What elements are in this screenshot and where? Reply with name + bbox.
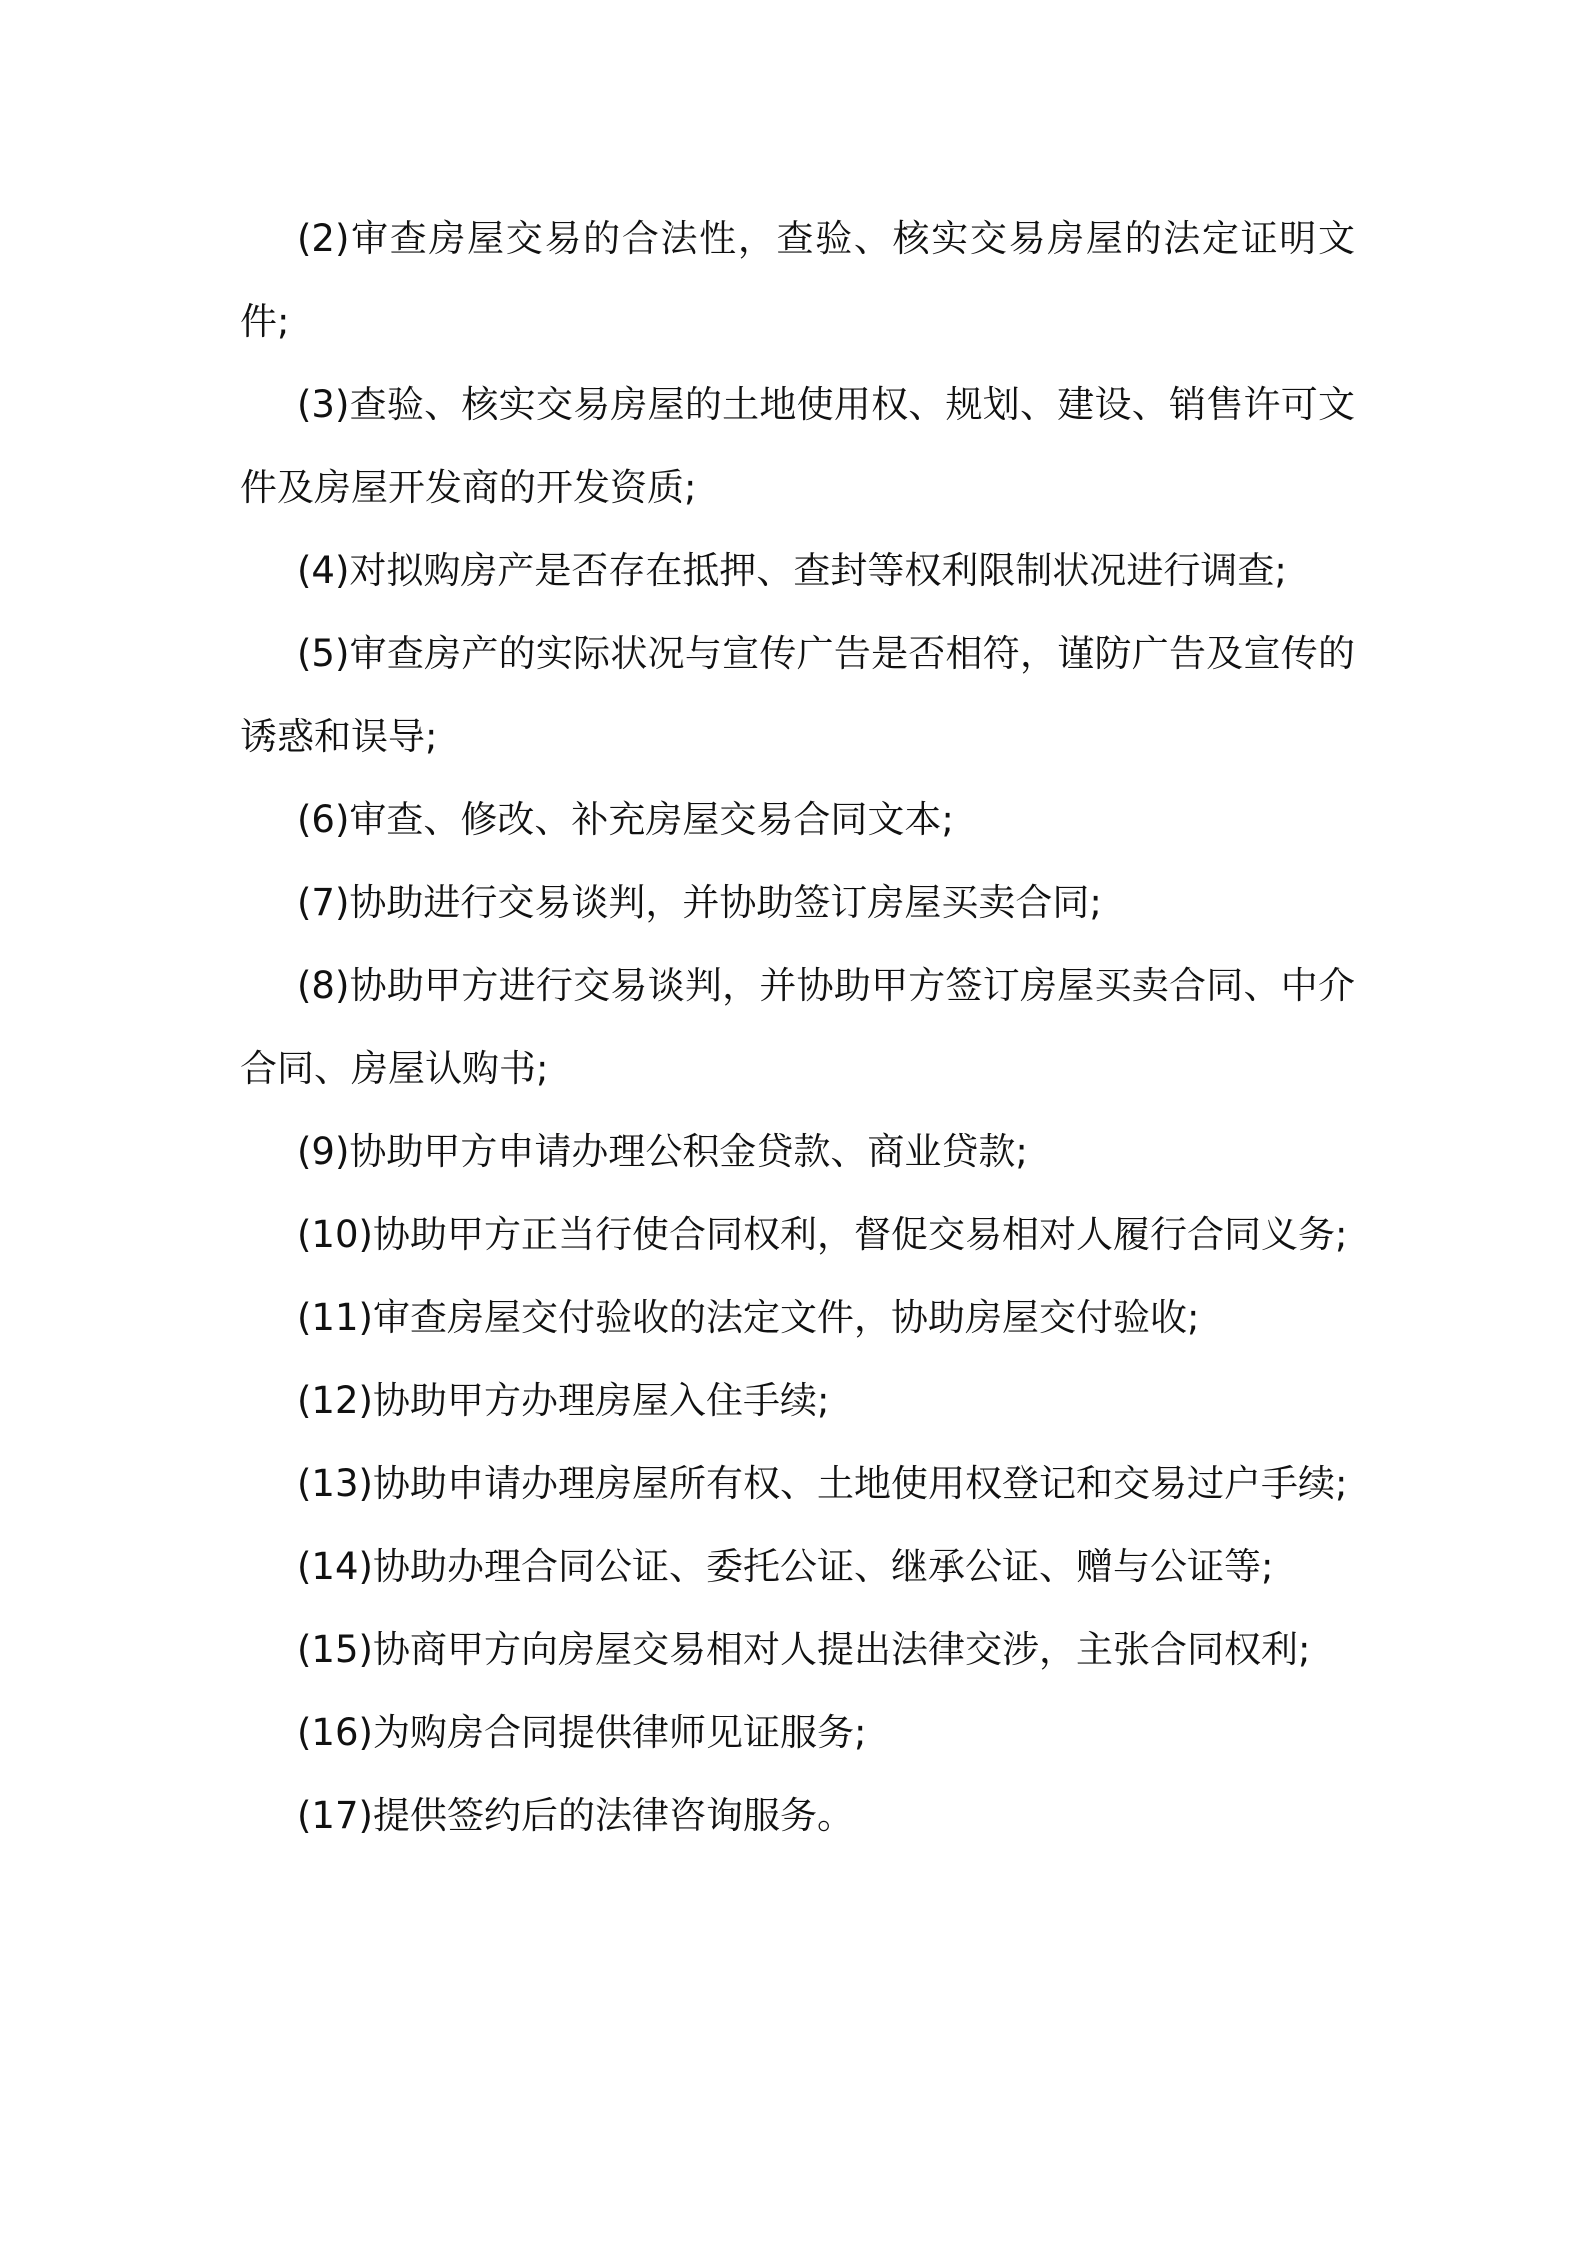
list-item: (14)协助办理合同公证、委托公证、继承公证、赠与公证等;: [297, 1545, 1274, 1588]
list-item: (6)审查、修改、补充房屋交易合同文本;: [297, 798, 954, 841]
list-item: (4)对拟购房产是否存在抵押、查封等权利限制状况进行调查;: [297, 549, 1287, 592]
list-item: (16)为购房合同提供律师见证服务;: [297, 1711, 867, 1754]
list-item: (11)审查房屋交付验收的法定文件，协助房屋交付验收;: [297, 1296, 1200, 1339]
list-item: (15)协商甲方向房屋交易相对人提出法律交涉，主张合同权利;: [297, 1628, 1311, 1671]
list-item: (7)协助进行交易谈判，并协助签订房屋买卖合同;: [297, 881, 1102, 924]
list-item: (17)提供签约后的法律咨询服务。: [297, 1794, 854, 1837]
list-item: (8)协助甲方进行交易谈判，并协助甲方签订房屋买卖合同、中介合同、房屋认购书;: [240, 964, 1355, 1090]
list-item: (9)协助甲方申请办理公积金贷款、商业贷款;: [297, 1130, 1028, 1173]
list-item: (13)协助申请办理房屋所有权、土地使用权登记和交易过户手续;: [297, 1462, 1348, 1505]
list-item: (10)协助甲方正当行使合同权利，督促交易相对人履行合同义务;: [297, 1213, 1348, 1256]
list-item: (3)查验、核实交易房屋的土地使用权、规划、建设、销售许可文件及房屋开发商的开发资质;: [240, 383, 1355, 509]
list-item: (5)审查房产的实际状况与宣传广告是否相符，谨防广告及宣传的诱惑和误导;: [240, 632, 1355, 758]
document-body: [240, 197, 1355, 1857]
list-item: (12)协助甲方办理房屋入住手续;: [297, 1379, 830, 1422]
list-item: (2)审查房屋交易的合法性，查验、核实交易房屋的法定证明文件;: [240, 217, 1355, 343]
